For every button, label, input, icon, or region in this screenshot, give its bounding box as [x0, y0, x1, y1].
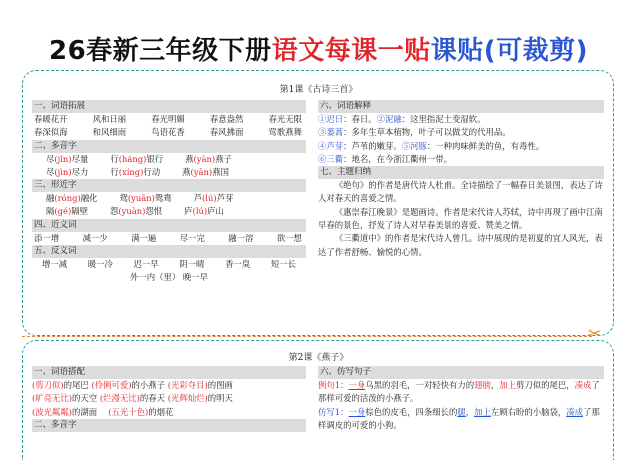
explanation-line: ③蒌蒿：多年生草本植物，叶子可以做艾的代用品。 — [318, 127, 511, 138]
cut-line — [22, 336, 592, 337]
section-antonyms: 五、反义词 — [32, 245, 306, 258]
lesson-1-left-column — [32, 100, 306, 285]
scissors-icon: ✂ — [588, 324, 602, 343]
similar-char-row: 融(róng)融化 鸳(yuān)鸳鸯 芦(lú)芦芽 — [46, 193, 234, 204]
antonym-row: 增一减 暖一冷 迟一早 阴一晴 香一臭 短一长 — [42, 259, 296, 270]
polyphone-row: 尽(jǐn)尽量 行(háng)银行 燕(yàn)燕子 — [46, 153, 232, 164]
section-synonyms: 四、近义词 — [32, 219, 306, 232]
explanation-line: ⑥三衢：地名，在今浙江衢州一带。 — [318, 153, 452, 164]
section-theme-summary: 七、主题归纳 — [318, 166, 604, 179]
explanation-line: ④芦芽：芦苇的嫩芽。⑤河豚：一种肉味鲜美的鱼，有毒性。 — [318, 140, 545, 151]
word-row: 春深似海 和风细雨 鸟语花香 春风拂面 莺歌燕舞 — [34, 127, 302, 138]
similar-char-row: 隔(gé)隔壁 怨(yuàn)怨恨 庐(lú)庐山 — [46, 206, 224, 217]
lesson-2-left-column — [32, 366, 306, 432]
lesson-1-heading: 第1课《古诗三首》 — [0, 82, 637, 95]
section-similar-characters: 三、形近字 — [32, 179, 306, 192]
summary-paragraph: 《三衢道中》的作者是宋代诗人曾几。诗中展现的是初夏的宜人风光，表达了作者舒畅、愉悦的心情。 — [318, 233, 603, 257]
summary-paragraph: 《惠崇春江晚景》是题画诗。作者是宋代诗人苏轼，诗中再现了画中江南早春的景色，抒发了诗人对早春美景的喜爱、赞美之情。 — [318, 206, 603, 231]
summary-paragraph: 《绝句》的作者是唐代诗人杜甫。全诗描绘了一幅春日美景图，表达了诗人对春天的喜爱之情。 — [318, 180, 603, 204]
word-row: 春暖花开 风和日丽 春光明媚 春意盎然 春光无限 — [34, 114, 302, 124]
section-word-matching: 一、词语搭配 — [32, 366, 306, 379]
explanation-line: ①迟日：春日。②泥融：这里指泥土变湿软。 — [318, 114, 486, 124]
page-title: 26春新三年级下册语文每课一贴课贴(可裁剪) — [49, 36, 588, 66]
imitation-sentence: 仿写1：一身棕色的皮毛，四条细长的腿，加上左顾右盼的小脑袋，凑成了那样调皮的可爱的小狗。 — [318, 406, 600, 430]
lesson-2-right-column — [318, 366, 604, 432]
section-polyphones: 二、多音字 — [32, 419, 306, 432]
matching-line: (旷亮无比)的天空 (烂漫无比)的春天 (光辉灿烂)的明天 — [32, 393, 233, 404]
polyphone-row: 尽(jìn)尽力 行(xíng)行动 燕(yān)燕国 — [46, 166, 229, 177]
antonym-row: 外一内（里） 晚一早 — [129, 272, 209, 283]
section-word-explanation: 六、词语解释 — [318, 100, 604, 113]
lesson-1-right-column — [318, 100, 604, 259]
section-word-expansion: 一、词语拓展 — [32, 100, 306, 113]
example-sentence: 例句1：一身乌黑的羽毛，一对轻快有力的翅膀，加上剪刀似的尾巴，凑成了那样可爱的活泼的小燕子。 — [318, 380, 600, 404]
matching-line: (波光粼粼)的湖面 (五光十色)的烟花 — [32, 406, 174, 417]
synonym-row: 添一增 减一少 满一遍 尽一完 融一溶 欲一想 — [34, 232, 302, 243]
section-polyphones: 二、多音字 — [32, 140, 306, 153]
matching-line: (剪刀似)的尾巴 (伶俐可爱)的小燕子 (光彩夺目)的图画 — [32, 380, 233, 390]
lesson-2-heading: 第2课《燕子》 — [0, 350, 637, 363]
section-sentence-imitation: 六、仿写句子 — [318, 366, 604, 379]
